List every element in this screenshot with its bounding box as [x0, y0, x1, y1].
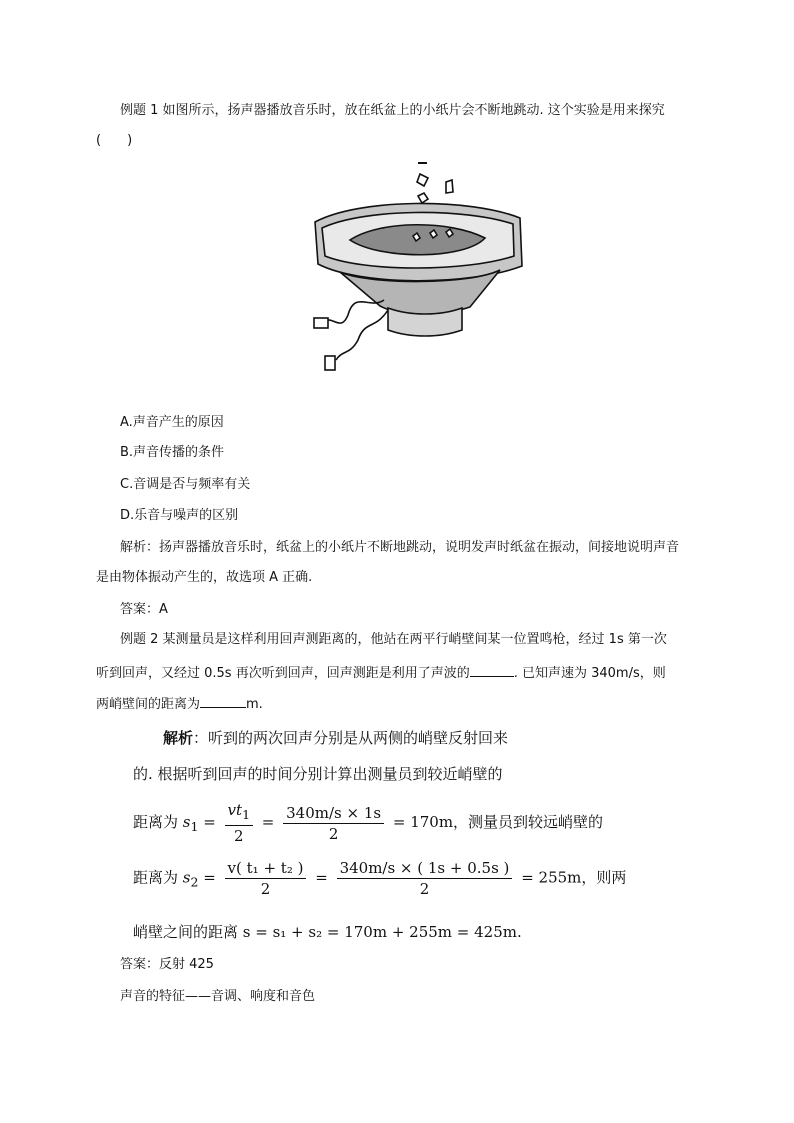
example2-line3-text: 两峭壁间的距离为 [96, 697, 201, 712]
row3-fraction-2 [283, 803, 384, 844]
row4-fraction-1 [225, 858, 307, 899]
example2-line3-text-b: m. [246, 697, 263, 712]
row3-frac1-den: 2 [234, 827, 244, 845]
example2-line2 [96, 662, 666, 684]
example1-question-blank: ( ) [96, 133, 133, 148]
row4-frac1-den: 2 [260, 880, 271, 898]
row4-frac2-num: 340m/s × ( 1s + 0.5s ) [337, 858, 513, 879]
row3-var: s [182, 813, 191, 831]
analysis2-row3: 距离为 $s_1$ = $\frac{vt_1}{2}$ = $\frac{340m/s \times 1s}{2}$ = 170m，测量员到较远峭壁的 [133, 801, 604, 845]
row4-var: s [182, 868, 191, 887]
example2-line1: 例题 2 某测量员是这样利用回声测距离的，他站在两平行峭壁间某一位置鸣枪，经过 1s 第一次 [120, 632, 667, 647]
row3-prefix: 距离为 [133, 813, 183, 831]
example2-line2-text: 听到回声，又经过 0.5s 再次听到回声，回声测距是利用了声波的 [96, 666, 470, 681]
answer2: 答案：反射 425 [120, 957, 214, 972]
row3-var-sub: 1 [190, 819, 199, 834]
fill-blank-1 [470, 662, 514, 677]
answer1: 答案：A [120, 602, 168, 617]
analysis1-line2: 是由物体振动产生的，故选项 A 正确. [96, 570, 313, 585]
analysis2-heading: 解析 [163, 729, 194, 747]
row4-frac1-num: v( t₁ + t₂ ) [225, 858, 307, 879]
option-c: C.音调是否与频率有关 [120, 477, 251, 492]
row4-var-sub: 2 [190, 874, 199, 890]
fill-blank-2 [200, 693, 246, 708]
row4-frac2-den: 2 [419, 880, 430, 898]
analysis2-row4: 距离为 $s_2$ = $\frac{\text{v( t₁ + t₂ )}}{2}$ = $\frac{340m/s \times ( 1s + 0.5s )}{2}$ = 255m，则两 [133, 859, 627, 898]
row3-frac1-num-sub: 1 [242, 807, 251, 822]
option-a: A.声音产生的原因 [120, 415, 224, 430]
analysis2-row1 [163, 727, 508, 748]
row3-frac2-num: 340m/s × 1s [283, 803, 384, 824]
row3-result: = 170m，测量员到较远峭壁的 [392, 813, 604, 831]
analysis2-row5: 峭壁之间的距离 s = s₁ + s₂ = 170m + 255m = 425m. [133, 923, 522, 941]
analysis2-row2: 的. 根据听到回声的时间分别计算出测量员到较近峭壁的 [133, 765, 503, 783]
example2-line2-text-b: . 已知声速为 340m/s，则 [513, 666, 666, 681]
analysis1-line1: 解析：扬声器播放音乐时，纸盆上的小纸片不断地跳动，说明发声时纸盆在振动，间接地说明声音 [120, 540, 680, 555]
row3-frac2-den: 2 [328, 824, 339, 843]
speaker-figure [300, 160, 530, 375]
row3-fraction-1 [225, 800, 253, 846]
row4-prefix: 距离为 [133, 868, 183, 887]
option-d: D.乐音与噪声的区别 [120, 508, 239, 523]
row3-frac1-num: vt [227, 801, 243, 819]
analysis2-row1-text: ：听到的两次回声分别是从两侧的峭壁反射回来 [193, 729, 509, 747]
section-title: 声音的特征——音调、响度和音色 [120, 989, 316, 1004]
row4-fraction-2 [337, 858, 513, 899]
example1-question-line1: 例题 1 如图所示，扬声器播放音乐时，放在纸盆上的小纸片会不断地跳动. 这个实验是用来探究 [120, 103, 665, 118]
option-b: B.声音传播的条件 [120, 445, 225, 460]
row4-result: = 255m，则两 [521, 868, 627, 887]
example2-line3 [96, 693, 263, 715]
